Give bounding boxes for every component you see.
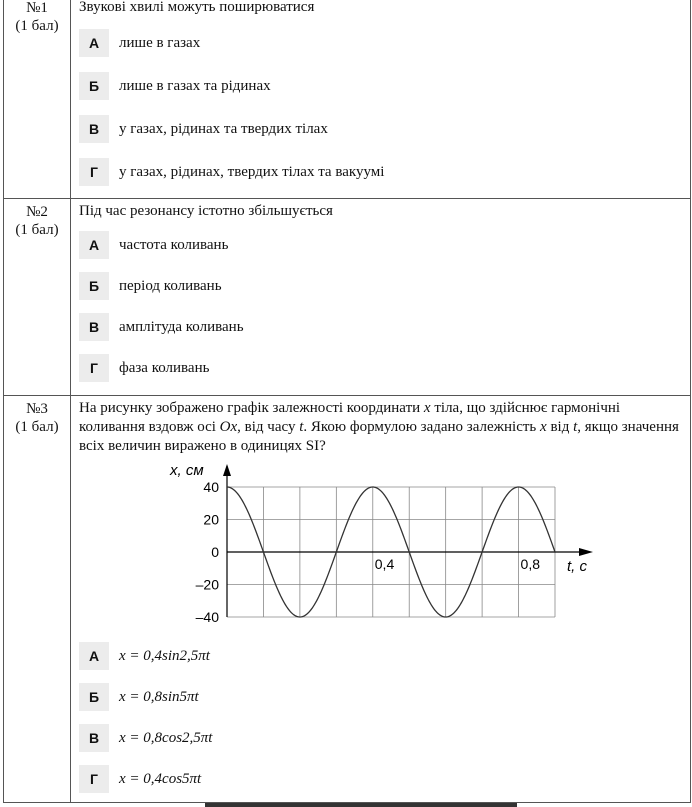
- oscillation-chart: [155, 462, 682, 632]
- y-tick-label: 20: [203, 511, 219, 528]
- question-number: №2: [26, 204, 48, 220]
- text-segment: тіла, що здійснює гармонічні коливання вздовж осі: [79, 400, 621, 435]
- option-text: період коливань: [119, 277, 222, 294]
- option-letter: А: [79, 29, 109, 57]
- question-number-cell: [4, 199, 71, 396]
- question-text: Під час резонансу істотно збільшується: [79, 203, 333, 219]
- option-text: амплітуда коливань: [119, 318, 244, 335]
- option-formula: x = 0,8cos2,5πt: [119, 729, 213, 746]
- text-segment: Ox: [219, 419, 238, 435]
- question-body: [71, 396, 691, 803]
- question-body: [71, 0, 691, 199]
- answer-option[interactable]: [79, 69, 682, 103]
- option-letter: А: [79, 231, 109, 259]
- answer-option[interactable]: [79, 26, 682, 60]
- question-number: №3: [26, 401, 48, 417]
- text-segment: , якщо значення всіх величин виражено в одиницях SI?: [79, 419, 679, 454]
- x-tick-label: 0,8: [520, 556, 541, 572]
- answer-option[interactable]: [79, 228, 682, 262]
- y-tick-label: 0: [211, 544, 219, 560]
- quiz-table: [3, 0, 691, 803]
- question-points: (1 бал): [15, 419, 59, 435]
- question-points: (1 бал): [15, 222, 59, 238]
- question-text: [79, 399, 682, 456]
- answer-option[interactable]: [79, 112, 682, 146]
- question-number-cell: [4, 396, 71, 803]
- text-segment: x: [423, 400, 431, 416]
- option-letter: А: [79, 642, 109, 670]
- y-tick-label: –40: [195, 609, 219, 625]
- option-text: у газах, рідинах, твердих тілах та вакуумі: [119, 163, 385, 180]
- option-letter: Б: [79, 72, 109, 100]
- answer-option[interactable]: [79, 269, 682, 303]
- chart-svg: [155, 462, 595, 632]
- option-letter: Г: [79, 354, 109, 382]
- text-segment: t: [299, 419, 304, 435]
- text-segment: від: [546, 419, 574, 435]
- option-letter: Г: [79, 158, 109, 186]
- option-letter: Б: [79, 683, 109, 711]
- text-segment: x: [540, 419, 547, 435]
- y-axis-arrow: [223, 464, 231, 476]
- y-tick-label: 40: [203, 479, 219, 495]
- answer-option[interactable]: [79, 310, 682, 344]
- text-segment: На рисунку зображено графік залежності координати: [79, 400, 424, 416]
- option-letter: В: [79, 313, 109, 341]
- option-formula: x = 0,8sin5πt: [119, 688, 199, 705]
- option-letter: В: [79, 724, 109, 752]
- bottom-bar: [205, 803, 517, 807]
- x-tick-label: 0,4: [374, 556, 395, 572]
- option-text: фаза коливань: [119, 359, 210, 376]
- option-letter: Г: [79, 765, 109, 793]
- question-points: (1 бал): [15, 18, 59, 34]
- answer-option[interactable]: [79, 639, 682, 673]
- x-axis-label: t, с: [567, 558, 588, 575]
- answer-option[interactable]: [79, 155, 682, 189]
- answer-option[interactable]: [79, 762, 682, 796]
- option-text: лише в газах: [119, 34, 201, 51]
- option-letter: Б: [79, 272, 109, 300]
- answer-option[interactable]: [79, 721, 682, 755]
- question-row: [4, 0, 691, 199]
- text-segment: , від часу: [237, 419, 300, 435]
- question-number-cell: [4, 0, 71, 199]
- y-tick-label: –20: [195, 576, 219, 593]
- option-letter: В: [79, 115, 109, 143]
- option-formula: x = 0,4cos5πt: [119, 770, 202, 787]
- option-formula: x = 0,4sin2,5πt: [119, 647, 210, 664]
- option-text: частота коливань: [119, 236, 229, 253]
- y-axis-label: x, см: [170, 462, 204, 479]
- text-segment: t: [573, 419, 578, 435]
- option-text: лише в газах та рідинах: [119, 77, 271, 94]
- question-number: №1: [26, 0, 48, 16]
- question-body: [71, 199, 691, 396]
- question-row: [4, 199, 691, 396]
- question-text: Звукові хвилі можуть поширюватися: [79, 0, 315, 15]
- question-row: [4, 396, 691, 803]
- text-segment: . Якою формулою задано залежність: [303, 419, 541, 435]
- option-text: у газах, рідинах та твердих тілах: [119, 120, 328, 137]
- answer-option[interactable]: [79, 351, 682, 385]
- x-axis-arrow: [579, 548, 593, 556]
- answer-option[interactable]: [79, 680, 682, 714]
